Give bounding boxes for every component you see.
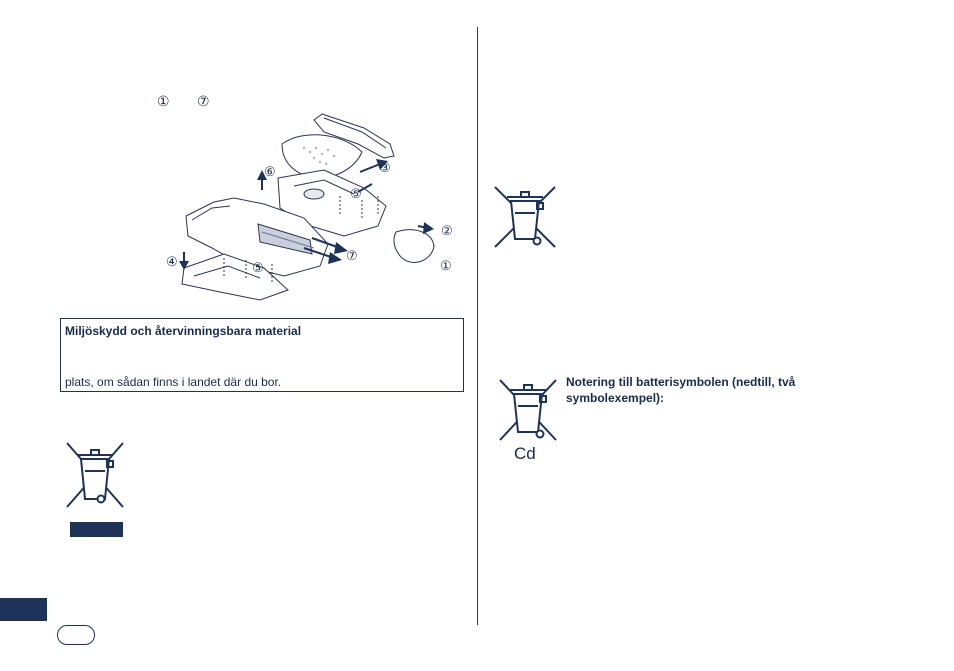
callout-7: ⑦ — [346, 248, 358, 263]
callout-5a: ⑤ — [350, 186, 362, 201]
disassembly-illustration — [164, 108, 460, 308]
battery-note-heading: Notering till batterisymbolen (nedtill, två symbolexempel): — [566, 375, 796, 405]
callout-1: ① — [440, 258, 452, 273]
step-end: ⑦ — [197, 93, 210, 109]
callout-6: ⑥ — [264, 164, 276, 179]
environment-title: Miljöskydd och återvinningsbara material — [65, 324, 302, 338]
column-divider — [477, 27, 478, 625]
bin-underline-bar — [70, 522, 123, 537]
language-pill — [57, 625, 95, 645]
callout-4: ④ — [166, 254, 178, 269]
callout-5b: ⑤ — [252, 260, 264, 275]
crossed-bin-icon — [63, 439, 127, 513]
crossed-bin-icon — [491, 183, 559, 251]
environment-text: plats, om sådan finns i landet där du bor. — [65, 375, 282, 389]
callout-2: ② — [441, 223, 453, 238]
language-tab — [0, 598, 47, 621]
step-start: ① — [157, 93, 170, 109]
environment-notice-box — [60, 318, 464, 392]
callout-3: ③ — [379, 160, 391, 175]
crossed-bin-icon — [496, 376, 560, 444]
battery-cd-label: Cd — [514, 444, 536, 463]
